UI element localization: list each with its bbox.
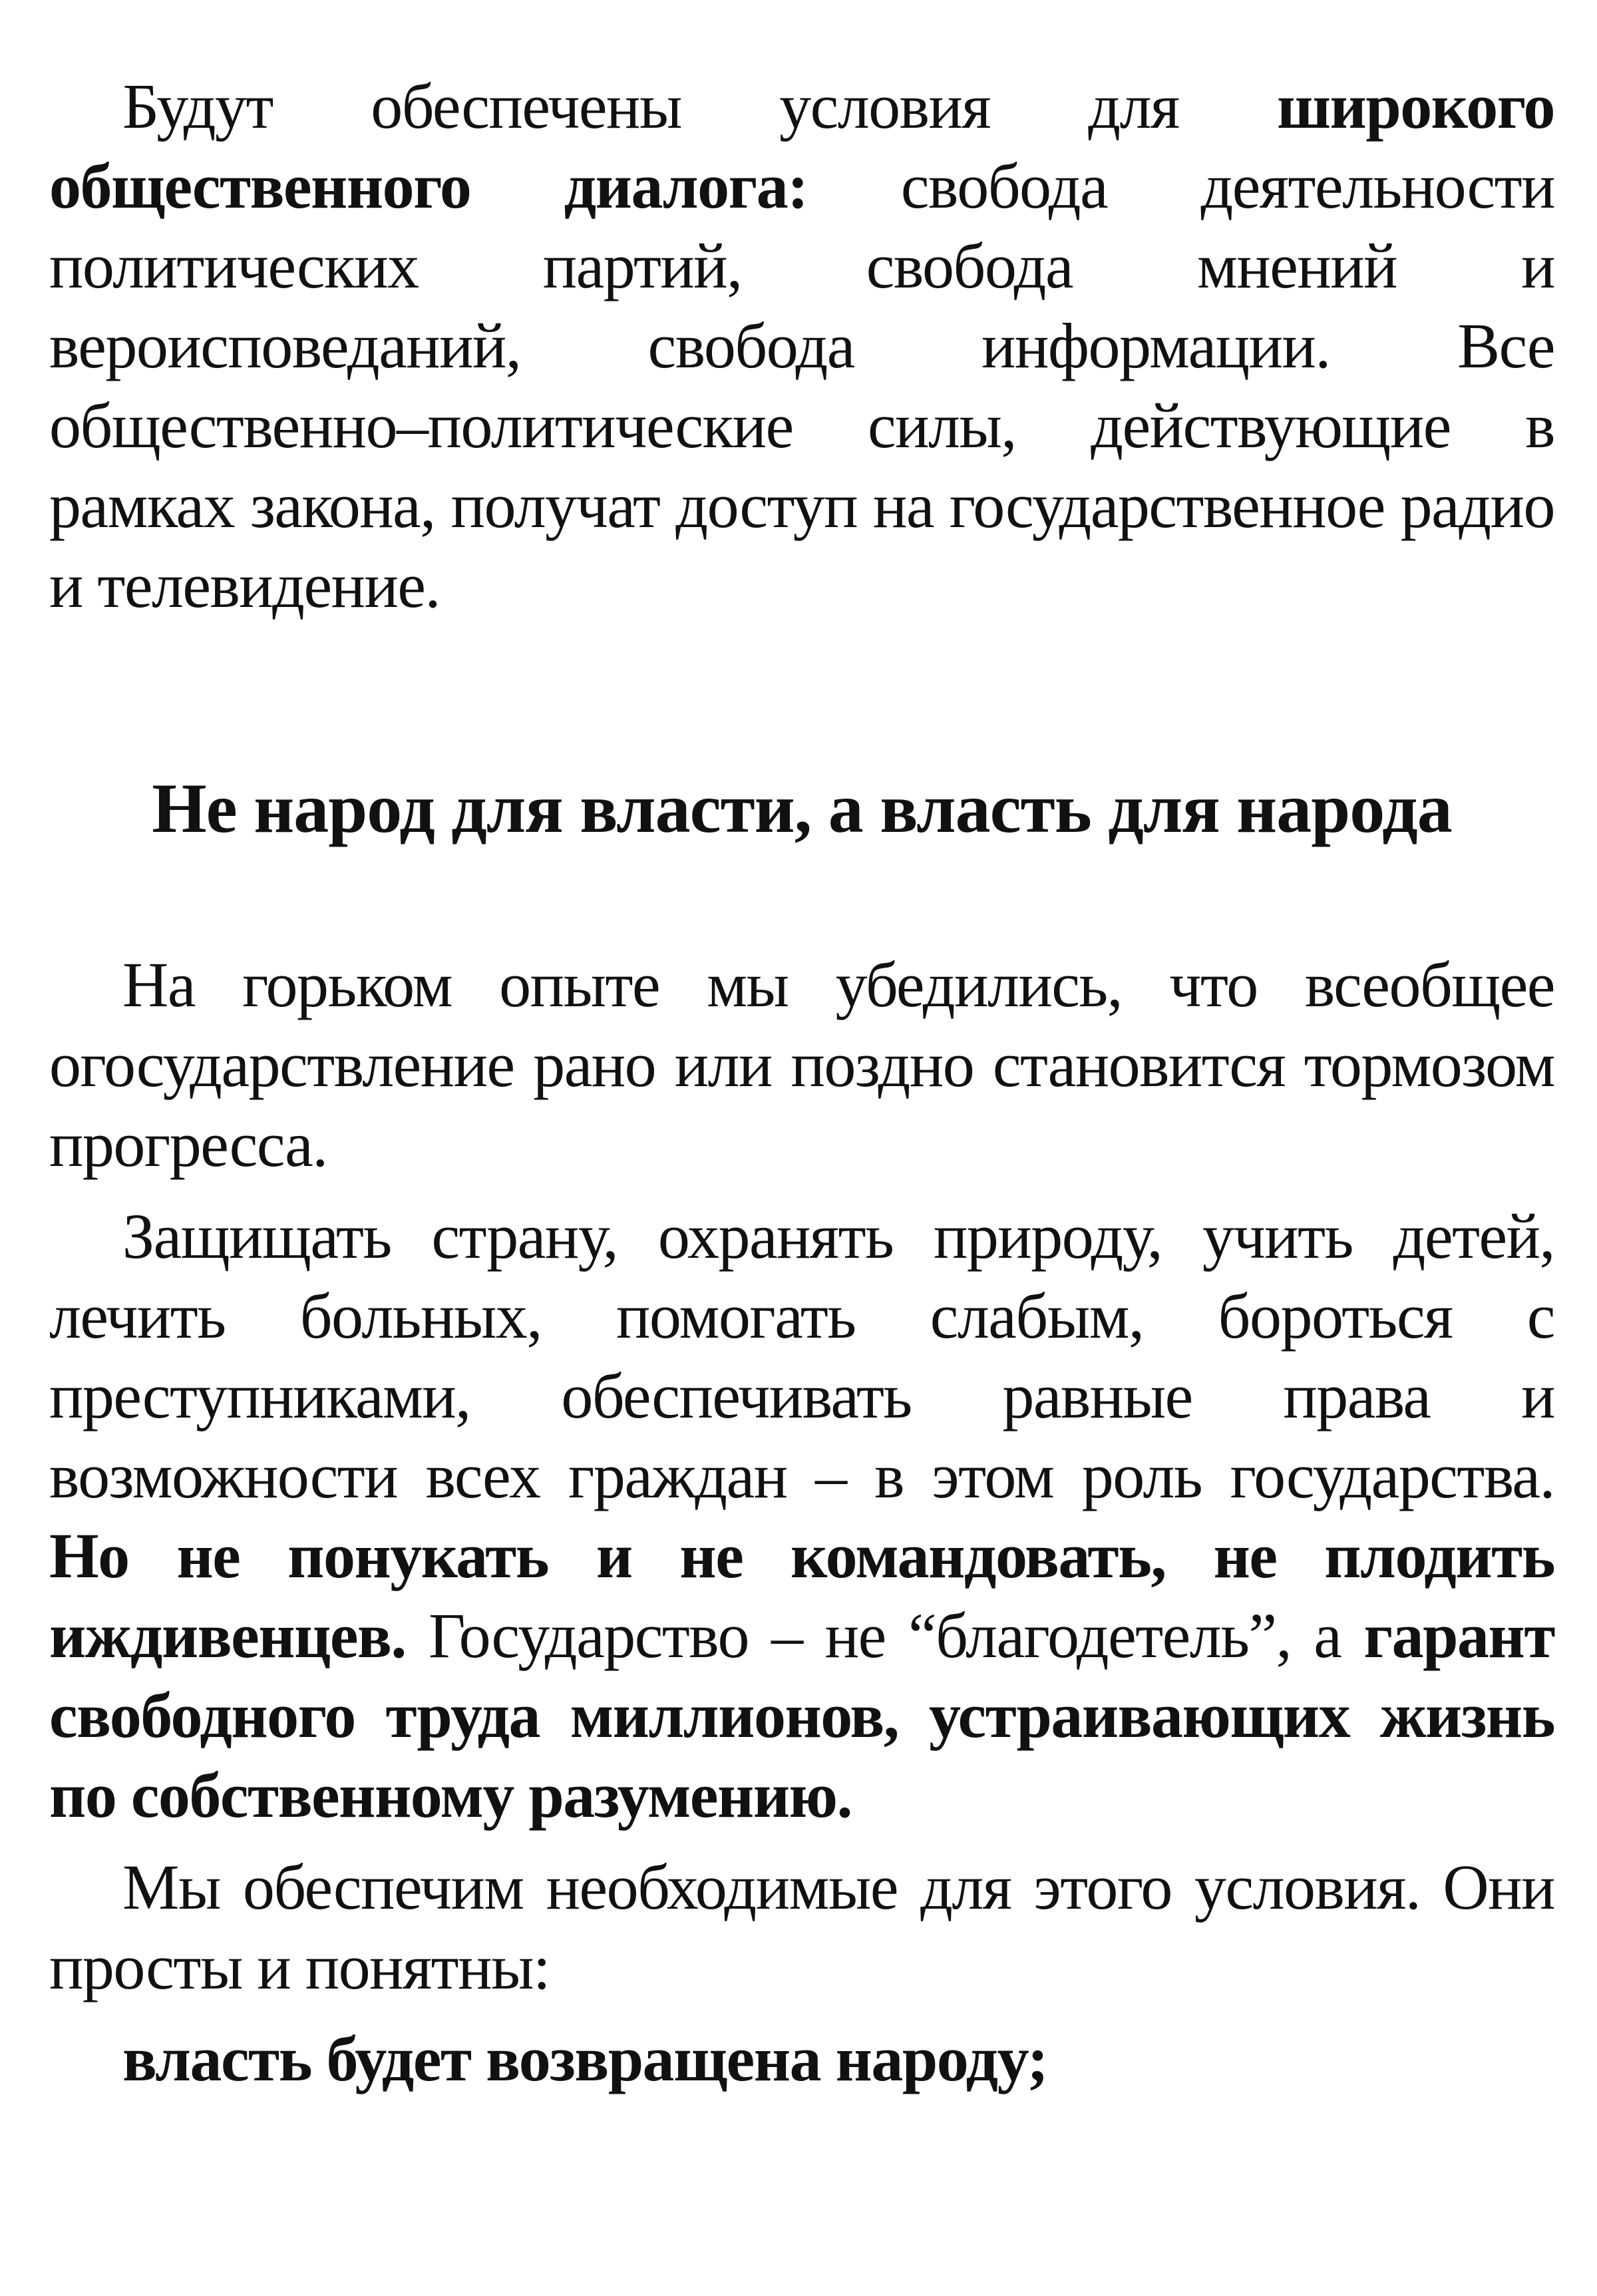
paragraph-experience: На горьком опыте мы убедились, что всеобщее огосударствление рано или поздно становится тормозом прогресса.: [49, 949, 1554, 1180]
paragraph-state-role-bold-1: Но не понукать и не командовать, не плодить иждивенцев.: [49, 1520, 1554, 1671]
paragraph-state-role-text-2: Государство – не “благодетель”, а: [405, 1600, 1364, 1671]
paragraph-state-role-bold-2: гарант свободного труда миллионов, устраивающих жизнь по собственному разумению.: [49, 1600, 1554, 1831]
paragraph-dialogue-text-2: свобода деятельности политических партий, свобода мнений и вероисповеданий, свобода информации. Все общественно–политические силы, действующие в рамках закона, получат доступ на государственное радио и телевидение.: [49, 150, 1554, 621]
paragraph-dialogue: [49, 67, 1554, 626]
paragraph-state-role: [49, 1197, 1554, 1835]
paragraph-state-role-text-1: Защищать страну, охранять природу, учить детей, лечить больных, помогать слабым, бороться с преступниками, обеспечивать равные права и возможности всех граждан – в этом роль государства.: [49, 1201, 1554, 1511]
section-heading: Не народ для власти, а власть для народа: [152, 769, 1452, 847]
paragraph-power-returned: власть будет возвращена народу;: [122, 2023, 1048, 2094]
document-page: [49, 67, 1554, 2099]
paragraph-dialogue-bold: широкого общественного диалога:: [49, 71, 1554, 222]
paragraph-conditions: Мы обеспечим необходимые для этого условия. Они просты и понятны:: [49, 1851, 1554, 2003]
paragraph-dialogue-text-1: Будут обеспечены условия для: [122, 71, 1277, 142]
